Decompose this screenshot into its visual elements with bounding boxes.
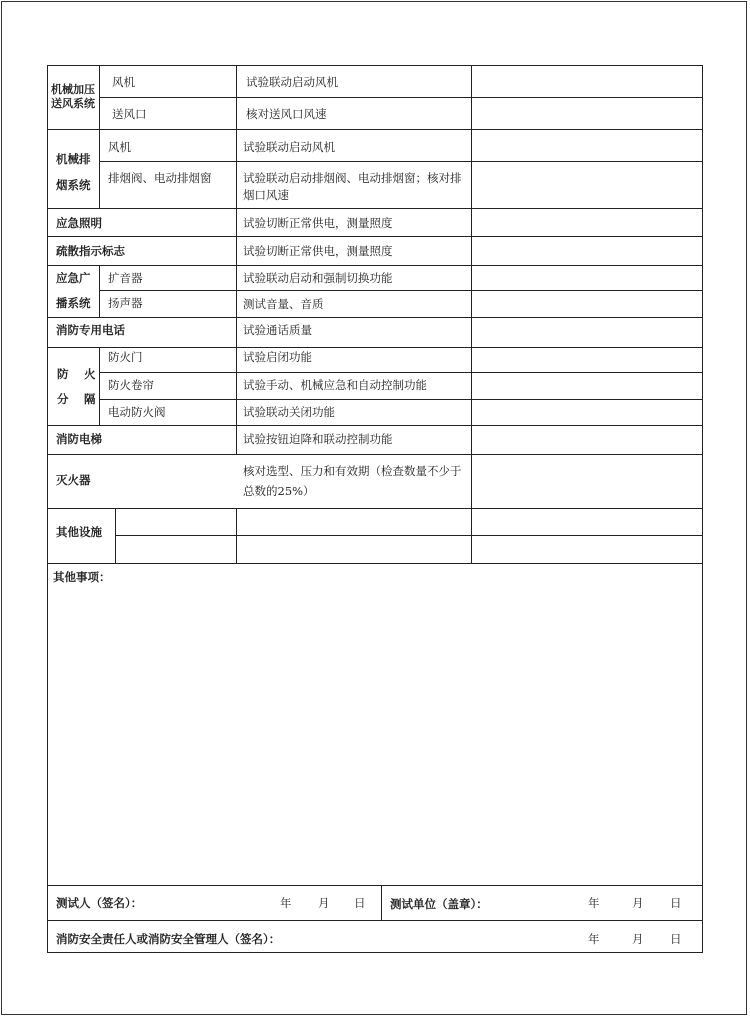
row-divider <box>48 347 703 348</box>
date-month: 月 <box>318 896 330 910</box>
item-name: 电动防火阀 <box>108 405 166 419</box>
col-divider <box>99 347 100 425</box>
row-divider <box>48 563 703 564</box>
date-year: 年 <box>588 932 600 946</box>
row-divider <box>99 161 703 162</box>
category-fire-elevator: 消防电梯 <box>56 432 102 446</box>
item-test: 试验按钮迫降和联动控制功能 <box>243 432 393 446</box>
category-broadcast-line2: 播系统 <box>56 296 91 310</box>
date-day: 日 <box>670 932 682 946</box>
col-divider <box>99 265 100 317</box>
category-broadcast-line1: 应急广 <box>56 271 91 285</box>
date-year: 年 <box>280 896 292 910</box>
row-divider <box>48 508 703 509</box>
row-divider <box>48 885 703 886</box>
col-divider <box>99 66 100 129</box>
category-smoke-exhaust-line2: 烟系统 <box>56 178 91 192</box>
item-test: 试验通话质量 <box>243 323 312 337</box>
item-test: 试验联动启动排烟阀、电动排烟窗；核对排烟口风速 <box>243 171 462 202</box>
item-test: 核对选型、压力和有效期（检查数量不少于总数的25%） <box>243 464 462 498</box>
row-divider <box>48 129 703 130</box>
item-name: 扬声器 <box>108 296 143 310</box>
item-test: 试验手动、机械应急和自动控制功能 <box>243 378 427 392</box>
item-test: 试验联动启动风机 <box>243 140 335 154</box>
item-test: 测试音量、音质 <box>243 297 324 311</box>
item-test: 试验联动启动风机 <box>246 75 338 89</box>
item-name: 送风口 <box>112 107 147 121</box>
item-name: 防火门 <box>108 350 143 364</box>
date-year: 年 <box>588 896 600 910</box>
category-extinguisher: 灭火器 <box>56 473 91 487</box>
category-fire-separation-line2: 分 隔 <box>57 392 98 406</box>
row-divider <box>48 236 703 237</box>
item-name: 风机 <box>112 75 135 89</box>
category-fire-phone: 消防专用电话 <box>56 323 125 337</box>
row-divider <box>99 372 703 373</box>
item-test: 试验切断正常供电，测量照度 <box>243 216 393 230</box>
row-divider <box>99 290 703 291</box>
col-divider <box>236 508 237 563</box>
col-divider <box>236 66 237 454</box>
row-divider <box>99 399 703 400</box>
col-divider <box>471 66 472 563</box>
category-pressurization: 机械加压送风系统 <box>51 83 95 110</box>
item-test: 试验联动关闭功能 <box>243 405 335 419</box>
item-name: 风机 <box>108 140 131 154</box>
item-name: 防火卷帘 <box>108 378 154 392</box>
row-divider <box>99 97 703 98</box>
row-divider <box>48 920 703 921</box>
category-emergency-lighting: 应急照明 <box>56 216 102 230</box>
item-test: 试验启闭功能 <box>243 350 312 364</box>
row-divider <box>115 535 703 536</box>
col-divider <box>381 885 382 920</box>
category-fire-separation-line1: 防 火 <box>57 367 98 381</box>
date-day: 日 <box>354 896 366 910</box>
item-test: 试验切断正常供电，测量照度 <box>243 244 393 258</box>
category-smoke-exhaust-line1: 机械排 <box>56 152 91 166</box>
col-divider <box>99 129 100 208</box>
date-month: 月 <box>632 932 644 946</box>
row-divider <box>48 265 703 266</box>
col-divider <box>115 508 116 563</box>
item-test: 试验联动启动和强制切换功能 <box>243 271 393 285</box>
row-divider <box>48 454 703 455</box>
tester-signature-label: 测试人（签名）： <box>56 896 143 910</box>
other-matters-label: 其他事项： <box>53 570 111 584</box>
test-unit-seal-label: 测试单位（盖章）： <box>390 897 488 911</box>
item-test: 核对送风口风速 <box>246 107 327 121</box>
item-name: 扩音器 <box>108 271 143 285</box>
row-divider <box>48 317 703 318</box>
responsible-person-signature-label: 消防安全责任人或消防安全管理人（签名）： <box>56 932 281 946</box>
category-evacuation-signs: 疏散指示标志 <box>56 244 125 258</box>
date-day: 日 <box>670 896 682 910</box>
item-name: 排烟阀、电动排烟窗 <box>108 171 212 185</box>
date-month: 月 <box>632 896 644 910</box>
row-divider <box>48 425 703 426</box>
category-other-facilities: 其他设施 <box>56 525 102 539</box>
row-divider <box>48 208 703 209</box>
